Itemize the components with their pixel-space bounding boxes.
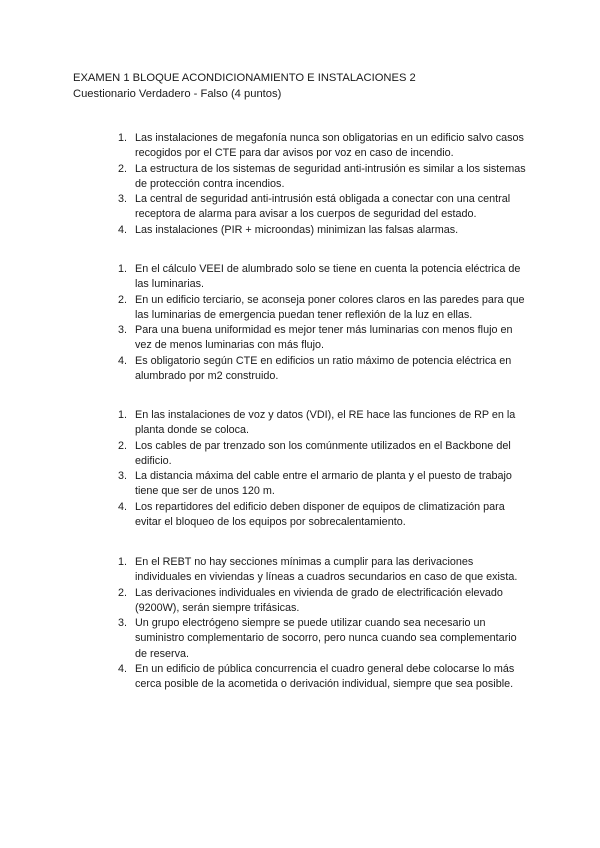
question-item [0,616,600,662]
question-number: 4. [118,663,128,676]
question-number: 1. [118,556,128,568]
question-text: Es obligatorio según CTE en edificios un ratio máximo de potencia eléctrica en alumbrado por m2 construido. [135,354,512,383]
exam-subtitle: Cuestionario Verdadero - Falso (4 puntos) [73,87,282,100]
question-text: La distancia máxima del cable entre el armario de planta y el puesto de trabajo tiene que ser de unos 120 m. [135,470,512,498]
question-item [0,555,600,586]
question-item [0,408,600,439]
question-item [0,662,600,693]
question-item [0,323,600,354]
question-number: 3. [118,617,128,630]
question-item [0,131,600,162]
question-text: Los cables de par trenzado son los comúnmente utilizados en el Backbone del edificio. [135,439,511,467]
document-header [73,71,416,102]
question-text: En un edificio terciario, se aconseja poner colores claros en las paredes para que las luminarias de emergencia puedan tener reflexión de la luz en ellas. [135,293,525,321]
question-text: En el cálculo VEEI de alumbrado solo se tiene en cuenta la potencia eléctrica de las luminarias. [135,263,521,291]
question-item [0,586,600,617]
question-text: En el REBT no hay secciones mínimas a cumplir para las derivaciones individuales en viviendas y líneas a cuadros secundarios en caso de que exista. [135,556,518,584]
question-text: Las derivaciones individuales en vivienda de grado de electrificación elevado (9200W), serán siempre trifásicas. [135,586,503,614]
question-text: Para una buena uniformidad es mejor tener más luminarias con menos flujo en vez de menos luminarias con más flujo. [135,324,513,352]
question-item [0,223,600,238]
question-number: 2. [118,586,128,599]
question-number: 4. [118,500,128,513]
question-block-1 [0,131,600,238]
question-item [0,192,600,223]
question-number: 2. [118,439,128,452]
question-number: 2. [118,162,128,175]
question-item [0,354,600,385]
question-item [0,439,600,470]
question-text: Los repartidores del edificio deben disponer de equipos de climatización para evitar el bloqueo de los equipos por sobrecalentamiento. [135,500,505,529]
question-number: 1. [118,409,128,421]
question-number: 3. [118,324,128,337]
question-item [0,293,600,324]
question-number: 3. [118,470,128,483]
question-text: Las instalaciones (PIR + microondas) minimizan las falsas alarmas. [135,223,459,236]
question-number: 4. [118,354,128,367]
question-block-3 [0,408,600,530]
question-number: 1. [118,132,128,144]
question-text: Un grupo electrógeno siempre se puede utilizar cuando sea necesario un suministro complementario de socorro, pero nunca cuando sea complementario de reserva. [135,617,517,660]
question-item [0,262,600,293]
question-text: Las instalaciones de megafonía nunca son obligatorias en un edificio salvo casos recogidos por el CTE para dar avisos por voz en caso de incendio. [135,132,524,160]
question-item [0,500,600,531]
question-item [0,469,600,500]
question-number: 2. [118,293,128,306]
question-block-2 [0,262,600,384]
question-number: 4. [118,223,128,236]
question-text: En un edificio de pública concurrencia el cuadro general debe colocarse lo más cerca posible de la acometida o derivación individual, siempre que sea posible. [135,663,515,691]
question-text: En las instalaciones de voz y datos (VDI), el RE hace las funciones de RP en la planta donde se coloca. [135,409,516,437]
question-text: La central de seguridad anti-intrusión está obligada a conectar con una central receptora de alarma para avisar a los cuerpos de seguridad del estado. [135,193,511,221]
question-block-4 [0,555,600,693]
exam-title: EXAMEN 1 BLOQUE ACONDICIONAMIENTO E INSTALACIONES 2 [73,72,416,84]
question-number: 1. [118,263,128,275]
question-item [0,162,600,193]
question-number: 3. [118,193,128,206]
question-text: La estructura de los sistemas de seguridad anti-intrusión es similar a los sistemas de protección contra incendios. [135,162,526,190]
